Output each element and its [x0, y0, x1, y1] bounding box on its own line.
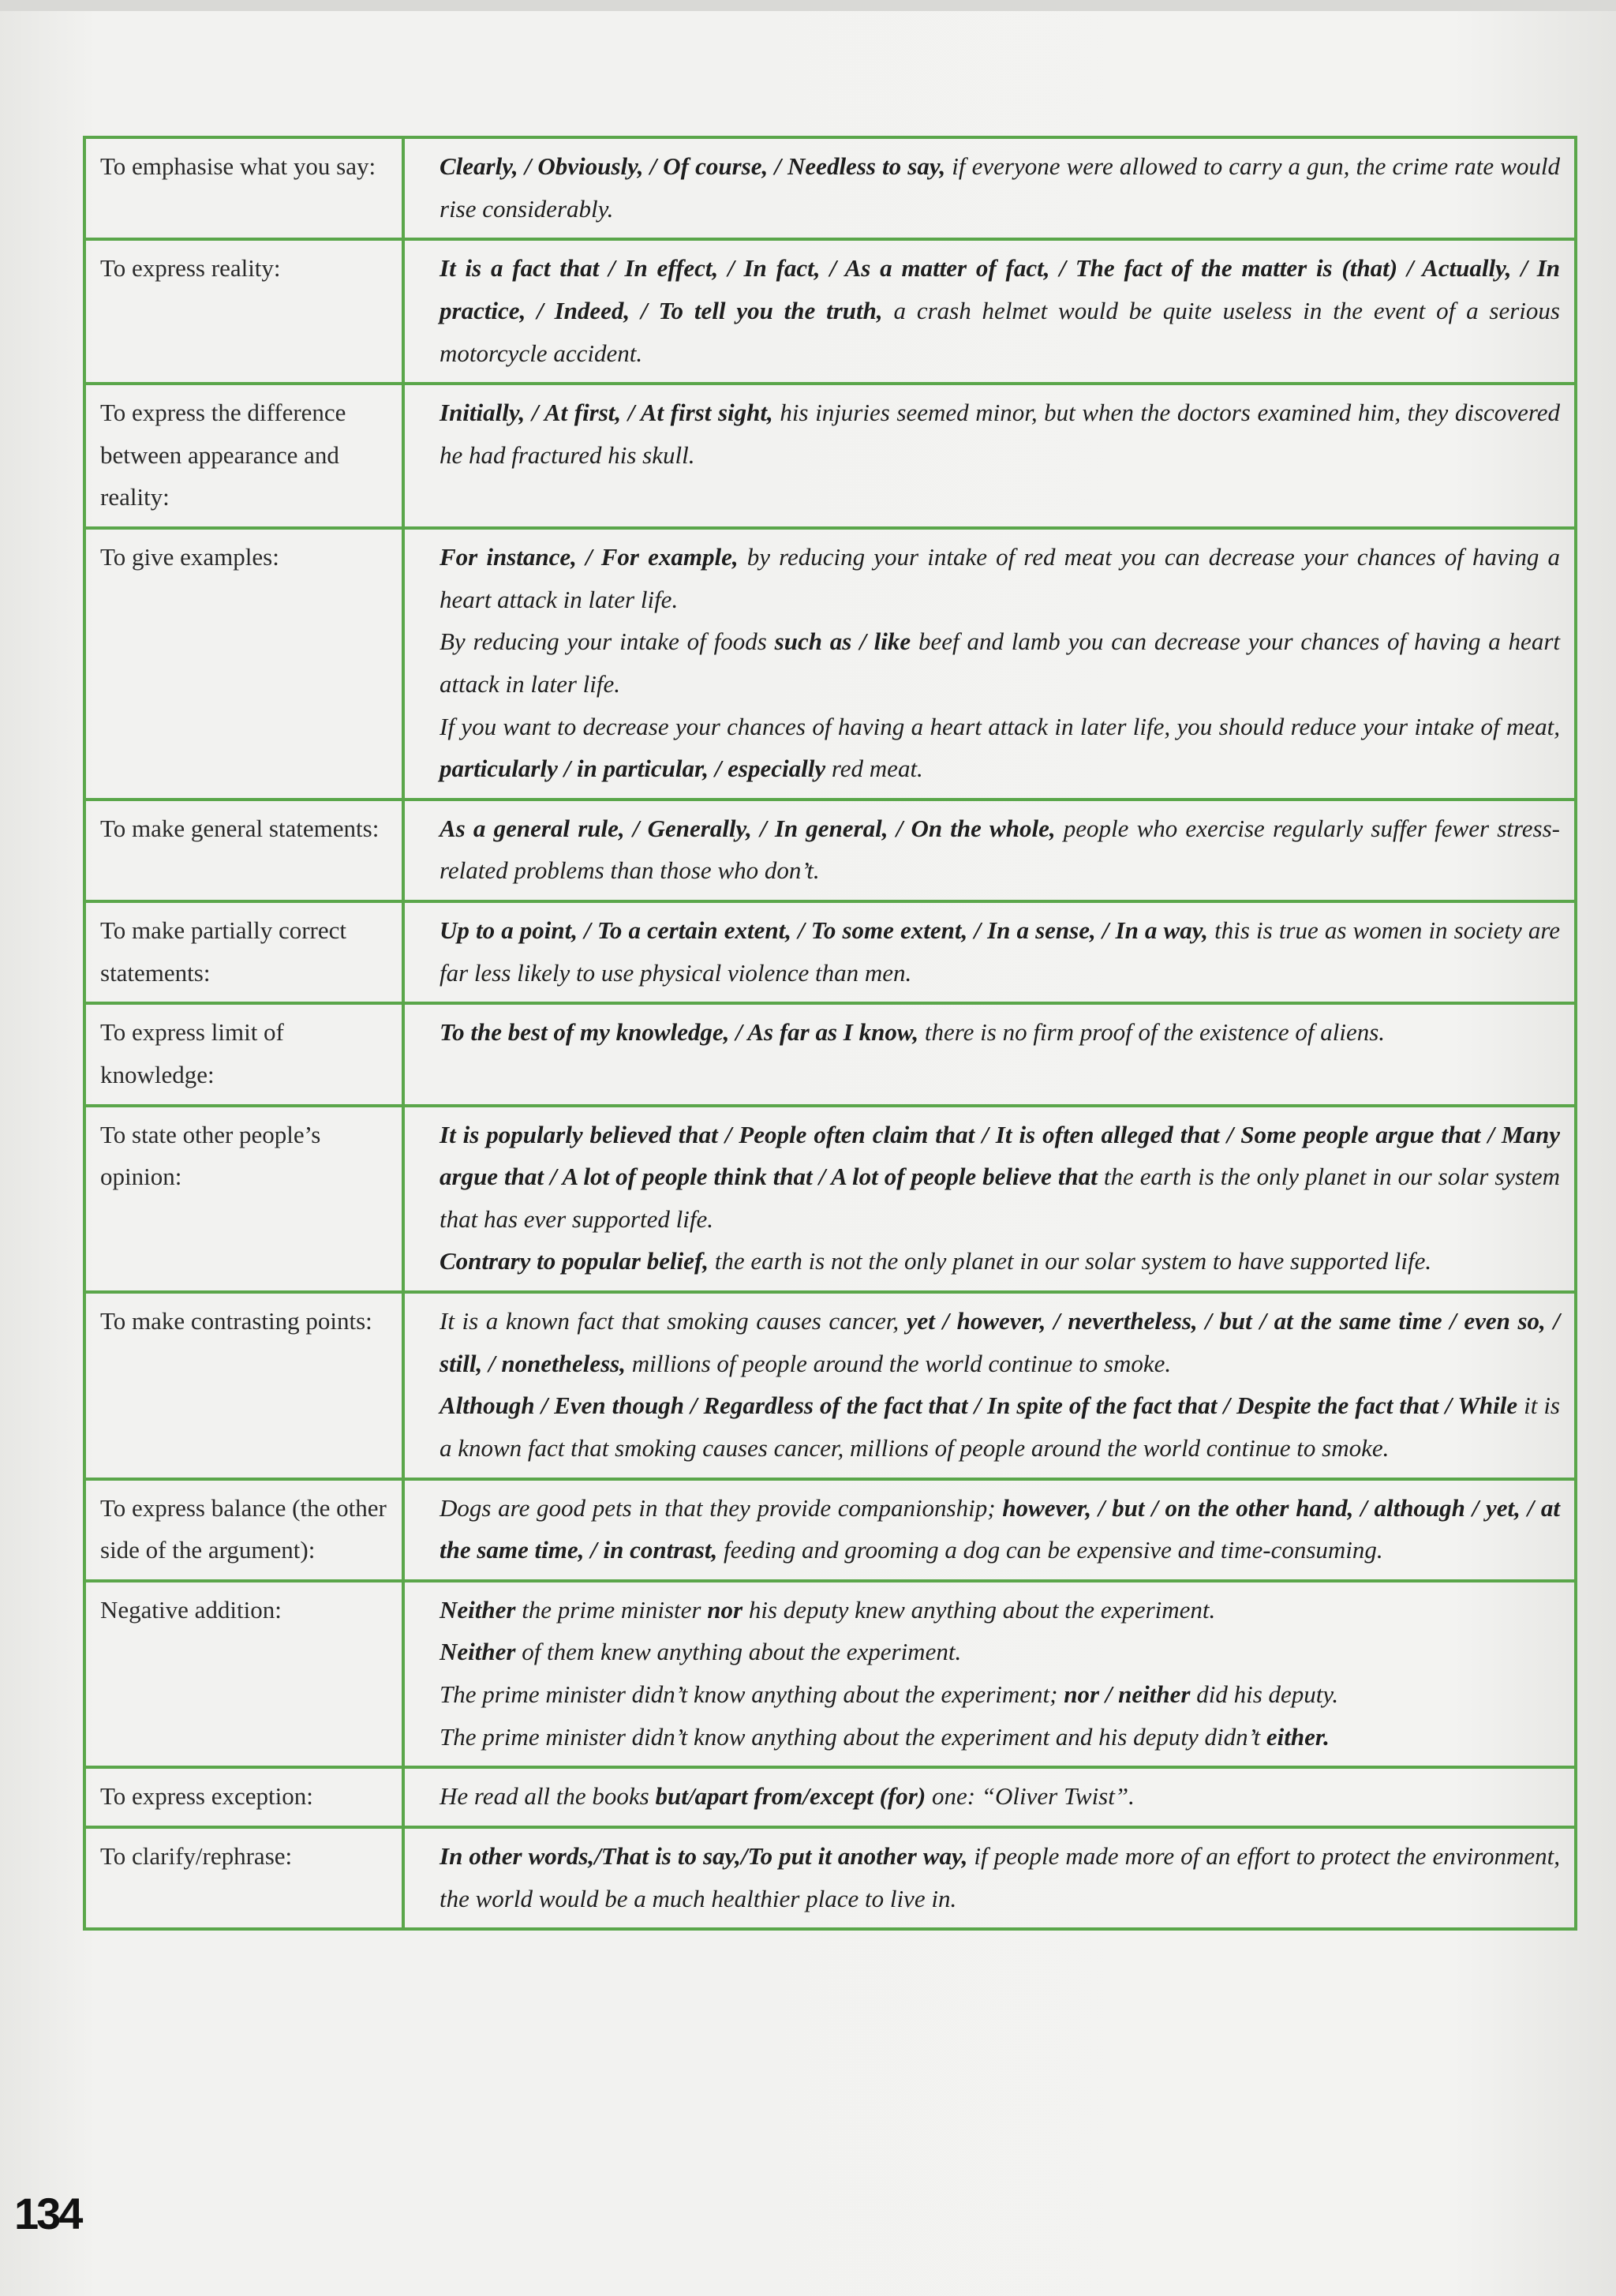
linking-phrase: Although / Even though / Regardless of the fact that / In spite of the fact that / Despite the fact that / While — [440, 1391, 1518, 1420]
example-sentence — [440, 1011, 1560, 1054]
scan-edge — [0, 0, 1616, 11]
sentence-text: Dogs are good pets in that they provide companionship; — [440, 1493, 1003, 1522]
sentence-text: a crash helmet would be quite useless in the event of a serious motorcycle accident. — [440, 296, 1560, 367]
sentence-text: people who exercise regularly suffer fewer stress-related problems than those who don’t. — [440, 814, 1561, 885]
sentence-text: did his deputy. — [1190, 1680, 1339, 1708]
table-row — [84, 1767, 1576, 1827]
example-sentence — [440, 807, 1560, 892]
example-sentence — [440, 536, 1560, 620]
linking-phrase: nor — [707, 1595, 743, 1624]
table-row — [84, 1292, 1576, 1479]
linking-phrase: Up to a point, / To a certain extent, / To some extent, / In a sense, / In a way, — [440, 916, 1209, 944]
sentence-text: it is a known fact that smoking causes cancer, millions of people around the world continue to smoke. — [440, 1391, 1560, 1462]
example-cell — [403, 1003, 1576, 1105]
linking-phrase: Neither — [440, 1595, 516, 1624]
example-sentence — [440, 1240, 1560, 1283]
sentence-text: By reducing your intake of foods — [440, 627, 775, 656]
example-sentence — [440, 247, 1560, 374]
table-row — [84, 528, 1576, 800]
sentence-text: The prime minister didn’t know anything about the experiment; — [440, 1680, 1064, 1708]
linking-phrase: either. — [1266, 1722, 1330, 1751]
sentence-text: the earth is the only planet in our solar system that has ever supported life. — [440, 1163, 1560, 1233]
function-label: To make general statements: — [84, 800, 403, 901]
example-sentence — [440, 620, 1560, 705]
sentence-text: if people made more of an effort to protect the environment, the world would be a much healthier place to live in. — [440, 1841, 1560, 1912]
table-row — [84, 384, 1576, 528]
linking-phrase: It is a fact that / In effect, / In fact, / As a matter of fact, / The fact of the matter is (that) / Actually, / In practice, / Indeed, / To tell you the truth, — [440, 254, 1560, 324]
table-row — [84, 1003, 1576, 1105]
sentence-text: the prime minister — [515, 1595, 708, 1624]
linking-phrase: As a general rule, / Generally, / In general, / On the whole, — [440, 814, 1056, 842]
example-sentence — [440, 1114, 1560, 1241]
table-row — [84, 1581, 1576, 1768]
example-sentence — [440, 1300, 1560, 1384]
sentence-text: feeding and grooming a dog can be expensive and time-consuming. — [717, 1536, 1383, 1564]
page-number: 134 — [14, 2189, 81, 2238]
linking-phrases-table — [83, 136, 1577, 1931]
example-sentence — [440, 1775, 1560, 1818]
linking-phrase: It is popularly believed that / People often claim that / It is often alleged that / Some people argue that / Many argue that / A lot of people think that / A lot of people believe that — [440, 1120, 1560, 1191]
example-cell — [403, 384, 1576, 528]
sentence-text: the earth is not the only planet in our solar system to have supported life. — [709, 1247, 1432, 1275]
linking-phrase: Neither — [440, 1638, 516, 1666]
sentence-text: He read all the books — [440, 1782, 656, 1811]
example-cell — [403, 1106, 1576, 1293]
linking-phrase: however, / but / on the other hand, / although / yet, / at the same time, / in contrast, — [440, 1493, 1560, 1564]
function-label: To make partially correct statements: — [84, 901, 403, 1003]
example-cell — [403, 1292, 1576, 1479]
table-body — [84, 137, 1576, 1929]
example-cell — [403, 239, 1576, 384]
example-cell — [403, 528, 1576, 800]
linking-phrase: In other words,/That is to say,/To put it another way, — [440, 1841, 968, 1870]
linking-phrase: To the best of my knowledge, / As far as I know, — [440, 1018, 919, 1047]
example-sentence — [440, 706, 1560, 790]
function-label: To express reality: — [84, 239, 403, 384]
function-label: To clarify/rephrase: — [84, 1827, 403, 1929]
example-sentence — [440, 145, 1560, 230]
function-label: Negative addition: — [84, 1581, 403, 1768]
sentence-text: red meat. — [825, 755, 923, 783]
function-label: To emphasise what you say: — [84, 137, 403, 239]
example-sentence — [440, 1487, 1560, 1571]
example-sentence — [440, 909, 1560, 994]
function-label: To express exception: — [84, 1767, 403, 1827]
sentence-text: of them knew anything about the experiment. — [515, 1638, 962, 1666]
sentence-text: The prime minister didn’t know anything about the experiment and his deputy didn’t — [440, 1722, 1266, 1751]
sentence-text: It is a known fact that smoking causes cancer, — [440, 1307, 907, 1335]
example-sentence — [440, 1673, 1560, 1716]
linking-phrase: nor / neither — [1064, 1680, 1191, 1708]
example-cell — [403, 137, 1576, 239]
linking-phrase: For instance, / For example, — [440, 543, 739, 571]
sentence-text: If you want to decrease your chances of having a heart attack in later life, you should reduce your intake of meat, — [440, 712, 1560, 740]
linking-phrase: Contrary to popular belief, — [440, 1247, 709, 1275]
function-label: To express the difference between appearance and reality: — [84, 384, 403, 528]
example-cell — [403, 1767, 1576, 1827]
sentence-text: his deputy knew anything about the experiment. — [743, 1595, 1216, 1624]
linking-phrase: but/apart from/except (for) — [655, 1782, 926, 1811]
table-row — [84, 1106, 1576, 1293]
function-label: To state other people’s opinion: — [84, 1106, 403, 1293]
function-label: To give examples: — [84, 528, 403, 800]
linking-phrase: particularly / in particular, / especially — [440, 755, 826, 783]
sentence-text: there is no firm proof of the existence of aliens. — [918, 1018, 1386, 1047]
function-label: To express limit of knowledge: — [84, 1003, 403, 1105]
example-cell — [403, 800, 1576, 901]
table-row — [84, 1479, 1576, 1581]
table-row — [84, 901, 1576, 1003]
function-label: To make contrasting points: — [84, 1292, 403, 1479]
table-row — [84, 800, 1576, 901]
linking-phrase: Clearly, / Obviously, / Of course, / Needless to say, — [440, 152, 946, 180]
linking-phrase: yet / however, / nevertheless, / but / at the same time / even so, / still, / nonetheless, — [440, 1307, 1561, 1377]
sentence-text: if everyone were allowed to carry a gun, the crime rate would rise considerably. — [440, 152, 1561, 223]
table-row — [84, 1827, 1576, 1929]
sentence-text: his injuries seemed minor, but when the doctors examined him, they discovered he had fractured his skull. — [440, 399, 1560, 469]
example-sentence — [440, 1716, 1560, 1759]
sentence-text: one: “Oliver Twist”. — [926, 1782, 1135, 1811]
table-row — [84, 239, 1576, 384]
example-cell — [403, 1581, 1576, 1768]
example-sentence — [440, 1384, 1560, 1469]
sentence-text: by reducing your intake of red meat you can decrease your chances of having a heart attack in later life. — [440, 543, 1560, 613]
sentence-text: beef and lamb you can decrease your chances of having a heart attack in later life. — [440, 627, 1560, 698]
sentence-text: this is true as women in society are far less likely to use physical violence than men. — [440, 916, 1560, 987]
example-cell — [403, 901, 1576, 1003]
linking-phrase: such as / like — [774, 627, 911, 656]
linking-phrase: Initially, / At first, / At first sight, — [440, 399, 773, 427]
example-cell — [403, 1827, 1576, 1929]
example-sentence — [440, 1631, 1560, 1673]
example-sentence — [440, 391, 1560, 476]
table-row — [84, 137, 1576, 239]
sentence-text: millions of people around the world continue to smoke. — [625, 1349, 1172, 1377]
function-label: To express balance (the other side of the argument): — [84, 1479, 403, 1581]
example-sentence — [440, 1589, 1560, 1631]
example-sentence — [440, 1835, 1560, 1920]
example-cell — [403, 1479, 1576, 1581]
